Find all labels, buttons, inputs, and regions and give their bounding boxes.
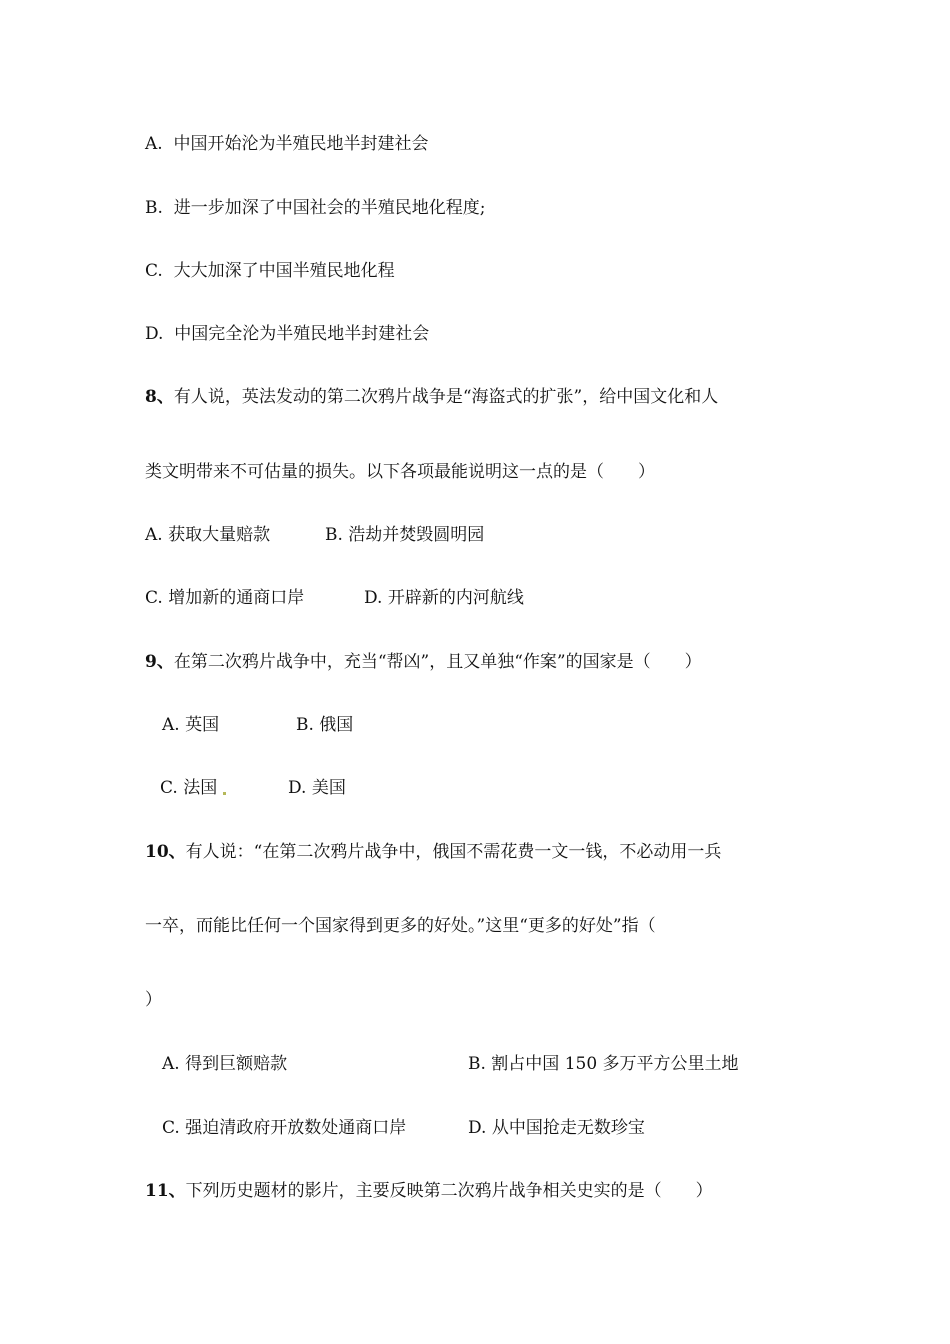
q10-stem-line1 (145, 840, 721, 864)
stray-dot-mark (223, 792, 226, 795)
q7-option-b: B. 进一步加深了中国社会的半殖民地化程度; (145, 198, 486, 218)
q10-number: 10、 (145, 842, 186, 862)
q9-option-c-text: C. 法国 (160, 778, 218, 798)
q8-stem-line1 (145, 385, 718, 409)
q7-option-a: A. 中国开始沦为半殖民地半封建社会 (145, 134, 429, 154)
q11-text-line1: 下列历史题材的影片，主要反映第二次鸦片战争相关史实的是（ ） (185, 1181, 713, 1201)
q10-option-b: B. 割占中国 150 多万平方公里土地 (468, 1054, 739, 1074)
q8-option-a: A. 获取大量赔款 (145, 525, 271, 545)
q9-option-b: B. 俄国 (296, 715, 354, 735)
q11-stem-line1 (145, 1179, 713, 1203)
q9-stem-line1 (145, 650, 702, 674)
q8-number: 8、 (145, 387, 174, 407)
q10-text-line1: 有人说：“在第二次鸦片战争中，俄国不需花费一文一钱，不必动用一兵 (185, 842, 722, 862)
q7-option-d: D. 中国完全沦为半殖民地半封建社会 (145, 324, 430, 344)
q10-option-c: C. 强迫清政府开放数处通商口岸 (162, 1118, 407, 1138)
q9-option-c (160, 776, 226, 800)
q10-stem-line2: 一卒，而能比任何一个国家得到更多的好处。”这里“更多的好处”指（ (145, 916, 656, 936)
q10-option-d: D. 从中国抢走无数珍宝 (468, 1118, 645, 1138)
q11-number: 11、 (145, 1181, 186, 1201)
q10-stem-line3: ） (145, 990, 162, 1010)
q8-text-line1: 有人说，英法发动的第二次鸦片战争是“海盗式的扩张”，给中国文化和人 (173, 387, 719, 407)
q8-option-d: D. 开辟新的内河航线 (364, 588, 524, 608)
q7-option-c: C. 大大加深了中国半殖民地化程 (145, 261, 395, 281)
q9-number: 9、 (145, 652, 174, 672)
q9-text-line1: 在第二次鸦片战争中，充当“帮凶”，且又单独“作案”的国家是（ ） (173, 652, 702, 672)
q9-option-d: D. 美国 (288, 778, 346, 798)
q8-stem-line2: 类文明带来不可估量的损失。以下各项最能说明这一点的是（ ） (145, 462, 655, 482)
q10-option-a: A. 得到巨额赔款 (162, 1054, 288, 1074)
q8-option-c: C. 增加新的通商口岸 (145, 588, 305, 608)
q8-option-b: B. 浩劫并焚毁圆明园 (325, 525, 485, 545)
q9-option-a: A. 英国 (162, 715, 220, 735)
